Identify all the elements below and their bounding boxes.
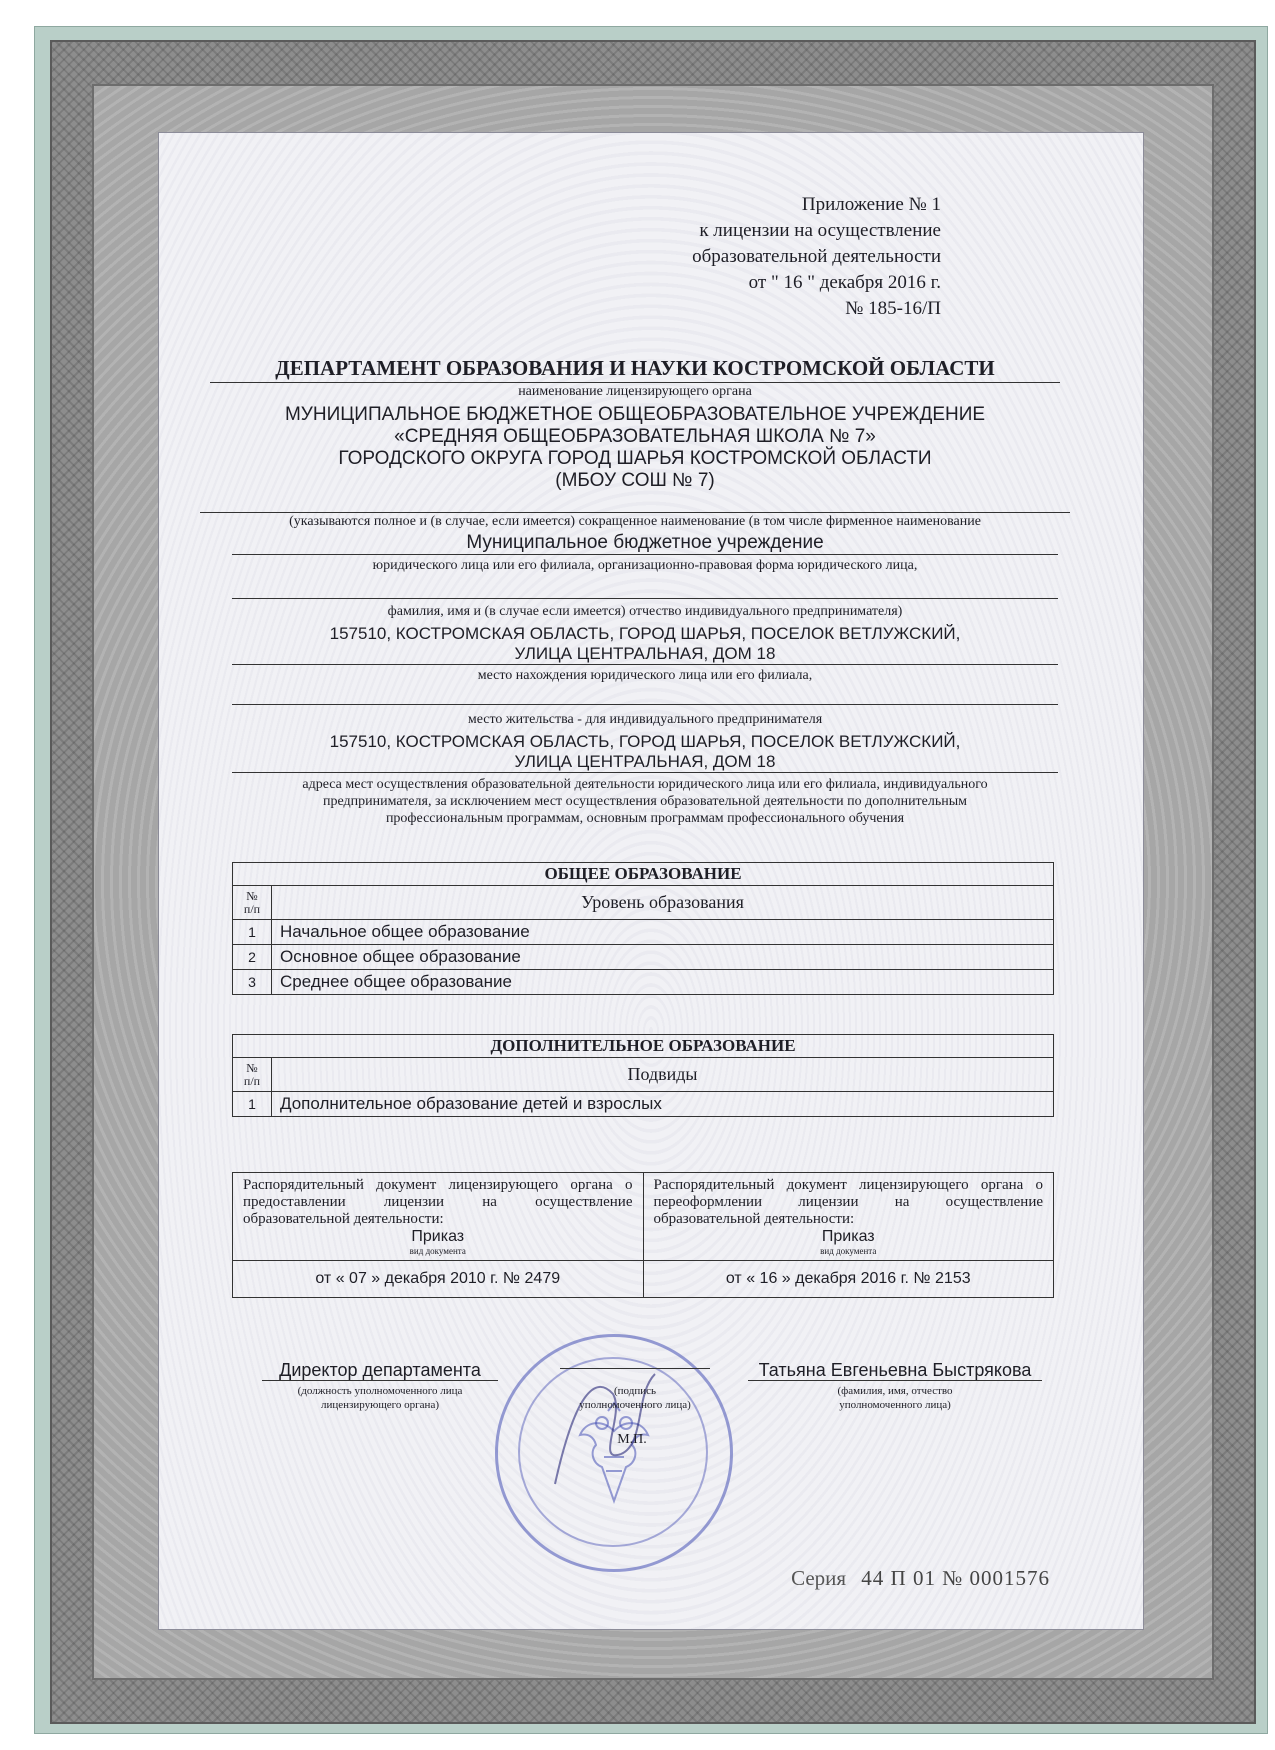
number-header-sign: № [246, 888, 258, 903]
signatory-position-caption [250, 1384, 510, 1412]
signatory-name: Татьяна Евгеньевна Быстрякова [748, 1360, 1042, 1381]
education-level-secondary: Среднее общее образование [272, 970, 1054, 995]
entrepreneur-caption: фамилия, имя и (в случае если имеется) отчество индивидуального предпринимателя) [387, 604, 903, 619]
legal-form-caption: юридического лица или его филиала, организационно-правовая форма юридического лица, [372, 558, 918, 573]
reissue-document-date: от « 16 » декабря 2016 г. № 2153 [643, 1261, 1054, 1298]
position-caption-line-1: (должность уполномоченного лица [297, 1385, 463, 1397]
series-label: Серия [791, 1566, 847, 1590]
signature-line [560, 1368, 710, 1369]
education-level-basic: Основное общее образование [272, 945, 1054, 970]
number-column-header [233, 1058, 272, 1092]
reissue-document-cell [643, 1173, 1054, 1261]
location-line-2: УЛИЦА ЦЕНТРАЛЬНАЯ, ДОМ 18 [232, 644, 1058, 665]
signatory-position: Директор департамента [262, 1360, 498, 1381]
legal-form-value: Муниципальное бюджетное учреждение [232, 532, 1058, 555]
organization-name-line-1: МУНИЦИПАЛЬНОЕ БЮДЖЕТНОЕ ОБЩЕОБРАЗОВАТЕЛЬНОЕ УЧРЕЖДЕНИЕ [284, 404, 986, 425]
seal-place-label: М.П. [617, 1432, 647, 1447]
grant-document-date: от « 07 » декабря 2010 г. № 2479 [233, 1261, 644, 1298]
entrepreneur-blank-line [232, 584, 1058, 599]
activity-address-caption [224, 776, 1066, 827]
number-header-pp: п/п [243, 1073, 261, 1088]
licensing-authority-caption: наименование лицензирующего органа [518, 384, 752, 399]
administrative-documents-table [232, 1172, 1054, 1298]
reissue-document-description: Распорядительный документ лицензирующего органа о переоформлении лицензии на осуществление образовательной деятельности: [653, 1177, 1043, 1227]
signature-caption [560, 1384, 710, 1412]
grant-document-cell [233, 1173, 644, 1261]
general-education-title: ОБЩЕЕ ОБРАЗОВАНИЕ [233, 863, 1054, 886]
name-caption-line-1: (фамилия, имя, отчество [837, 1385, 953, 1397]
appendix-line-2: к лицензии на осуществление [699, 220, 941, 241]
appendix-line-1: Приложение № 1 [801, 194, 941, 215]
row-number: 1 [233, 1092, 272, 1117]
appendix-line-3: образовательной деятельности [692, 246, 941, 267]
residence-blank-line [232, 690, 1058, 705]
signature-caption-line-1: (подпись [613, 1385, 656, 1397]
series-number: 44 П 01 № 0001576 [861, 1566, 1050, 1590]
activity-address-caption-1: адреса мест осуществления образовательной деятельности юридического лица или его филиала, индивидуального [302, 777, 988, 792]
official-seal [495, 1334, 733, 1572]
grant-document-type: Приказ [411, 1228, 465, 1245]
document-series [720, 1566, 1050, 1591]
subtypes-header: Подвиды [272, 1058, 1054, 1092]
activity-address-line-2: УЛИЦА ЦЕНТРАЛЬНАЯ, ДОМ 18 [232, 752, 1058, 773]
number-column-header [233, 886, 272, 920]
grant-document-description: Распорядительный документ лицензирующего органа о предоставлении лицензии на осуществление образовательной деятельности: [243, 1177, 633, 1227]
appendix-line-5: № 185-16/П [845, 298, 941, 319]
general-education-table [232, 862, 1054, 995]
location-caption-1: место нахождения юридического лица или его филиала, [477, 668, 813, 683]
grant-document-type-caption: вид документа [409, 1246, 466, 1256]
activity-address-caption-2: предпринимателя, за исключением мест осуществления образовательной деятельности по дополнительным [322, 794, 968, 809]
appendix-line-4: от " 16 " декабря 2016 г. [748, 272, 941, 293]
licensing-authority-name: ДЕПАРТАМЕНТ ОБРАЗОВАНИЯ И НАУКИ КОСТРОМСКОЙ ОБЛАСТИ [210, 356, 1060, 383]
reissue-document-type: Приказ [821, 1228, 875, 1245]
location-caption-2: место жительства - для индивидуального предпринимателя [467, 712, 823, 727]
education-level-header: Уровень образования [272, 886, 1054, 920]
additional-education-children-adults: Дополнительное образование детей и взрослых [272, 1092, 1054, 1117]
location-value [232, 624, 1058, 665]
signature-caption-line-2: уполномоченного лица) [579, 1399, 691, 1411]
organization-name-block [210, 404, 1060, 492]
activity-address-line-1: 157510, КОСТРОМСКАЯ ОБЛАСТЬ, ГОРОД ШАРЬЯ, ПОСЕЛОК ВЕТЛУЖСКИЙ, [329, 732, 961, 751]
row-number: 3 [233, 970, 272, 995]
organization-name-line-2: «СРЕДНЯЯ ОБЩЕОБРАЗОВАТЕЛЬНАЯ ШКОЛА № 7» [394, 426, 876, 447]
row-number: 2 [233, 945, 272, 970]
number-header-sign: № [246, 1060, 258, 1075]
name-caption-line-2: уполномоченного лица) [839, 1399, 951, 1411]
organization-name-line-3: ГОРОДСКОГО ОКРУГА ГОРОД ШАРЬЯ КОСТРОМСКОЙ ОБЛАСТИ [338, 448, 932, 469]
additional-education-title: ДОПОЛНИТЕЛЬНОЕ ОБРАЗОВАНИЕ [233, 1035, 1054, 1058]
position-caption-line-2: лицензирующего органа) [320, 1399, 439, 1411]
location-line-1: 157510, КОСТРОМСКАЯ ОБЛАСТЬ, ГОРОД ШАРЬЯ, ПОСЕЛОК ВЕТЛУЖСКИЙ, [329, 624, 961, 643]
organization-name-caption: (указываются полное и (в случае, если имеется) сокращенное наименование (в том числе фирменное наименование [200, 512, 1070, 530]
signatory-name-caption [790, 1384, 1000, 1412]
activity-address-caption-3: профессиональным программам, основным программам профессионального обучения [385, 811, 905, 826]
activity-address-value [232, 732, 1058, 773]
reissue-document-type-caption: вид документа [820, 1246, 877, 1256]
education-level-primary: Начальное общее образование [272, 920, 1054, 945]
appendix-header [541, 192, 941, 322]
row-number: 1 [233, 920, 272, 945]
organization-name-line-4: (МБОУ СОШ № 7) [555, 470, 715, 491]
additional-education-table [232, 1034, 1054, 1117]
number-header-pp: п/п [243, 901, 261, 916]
